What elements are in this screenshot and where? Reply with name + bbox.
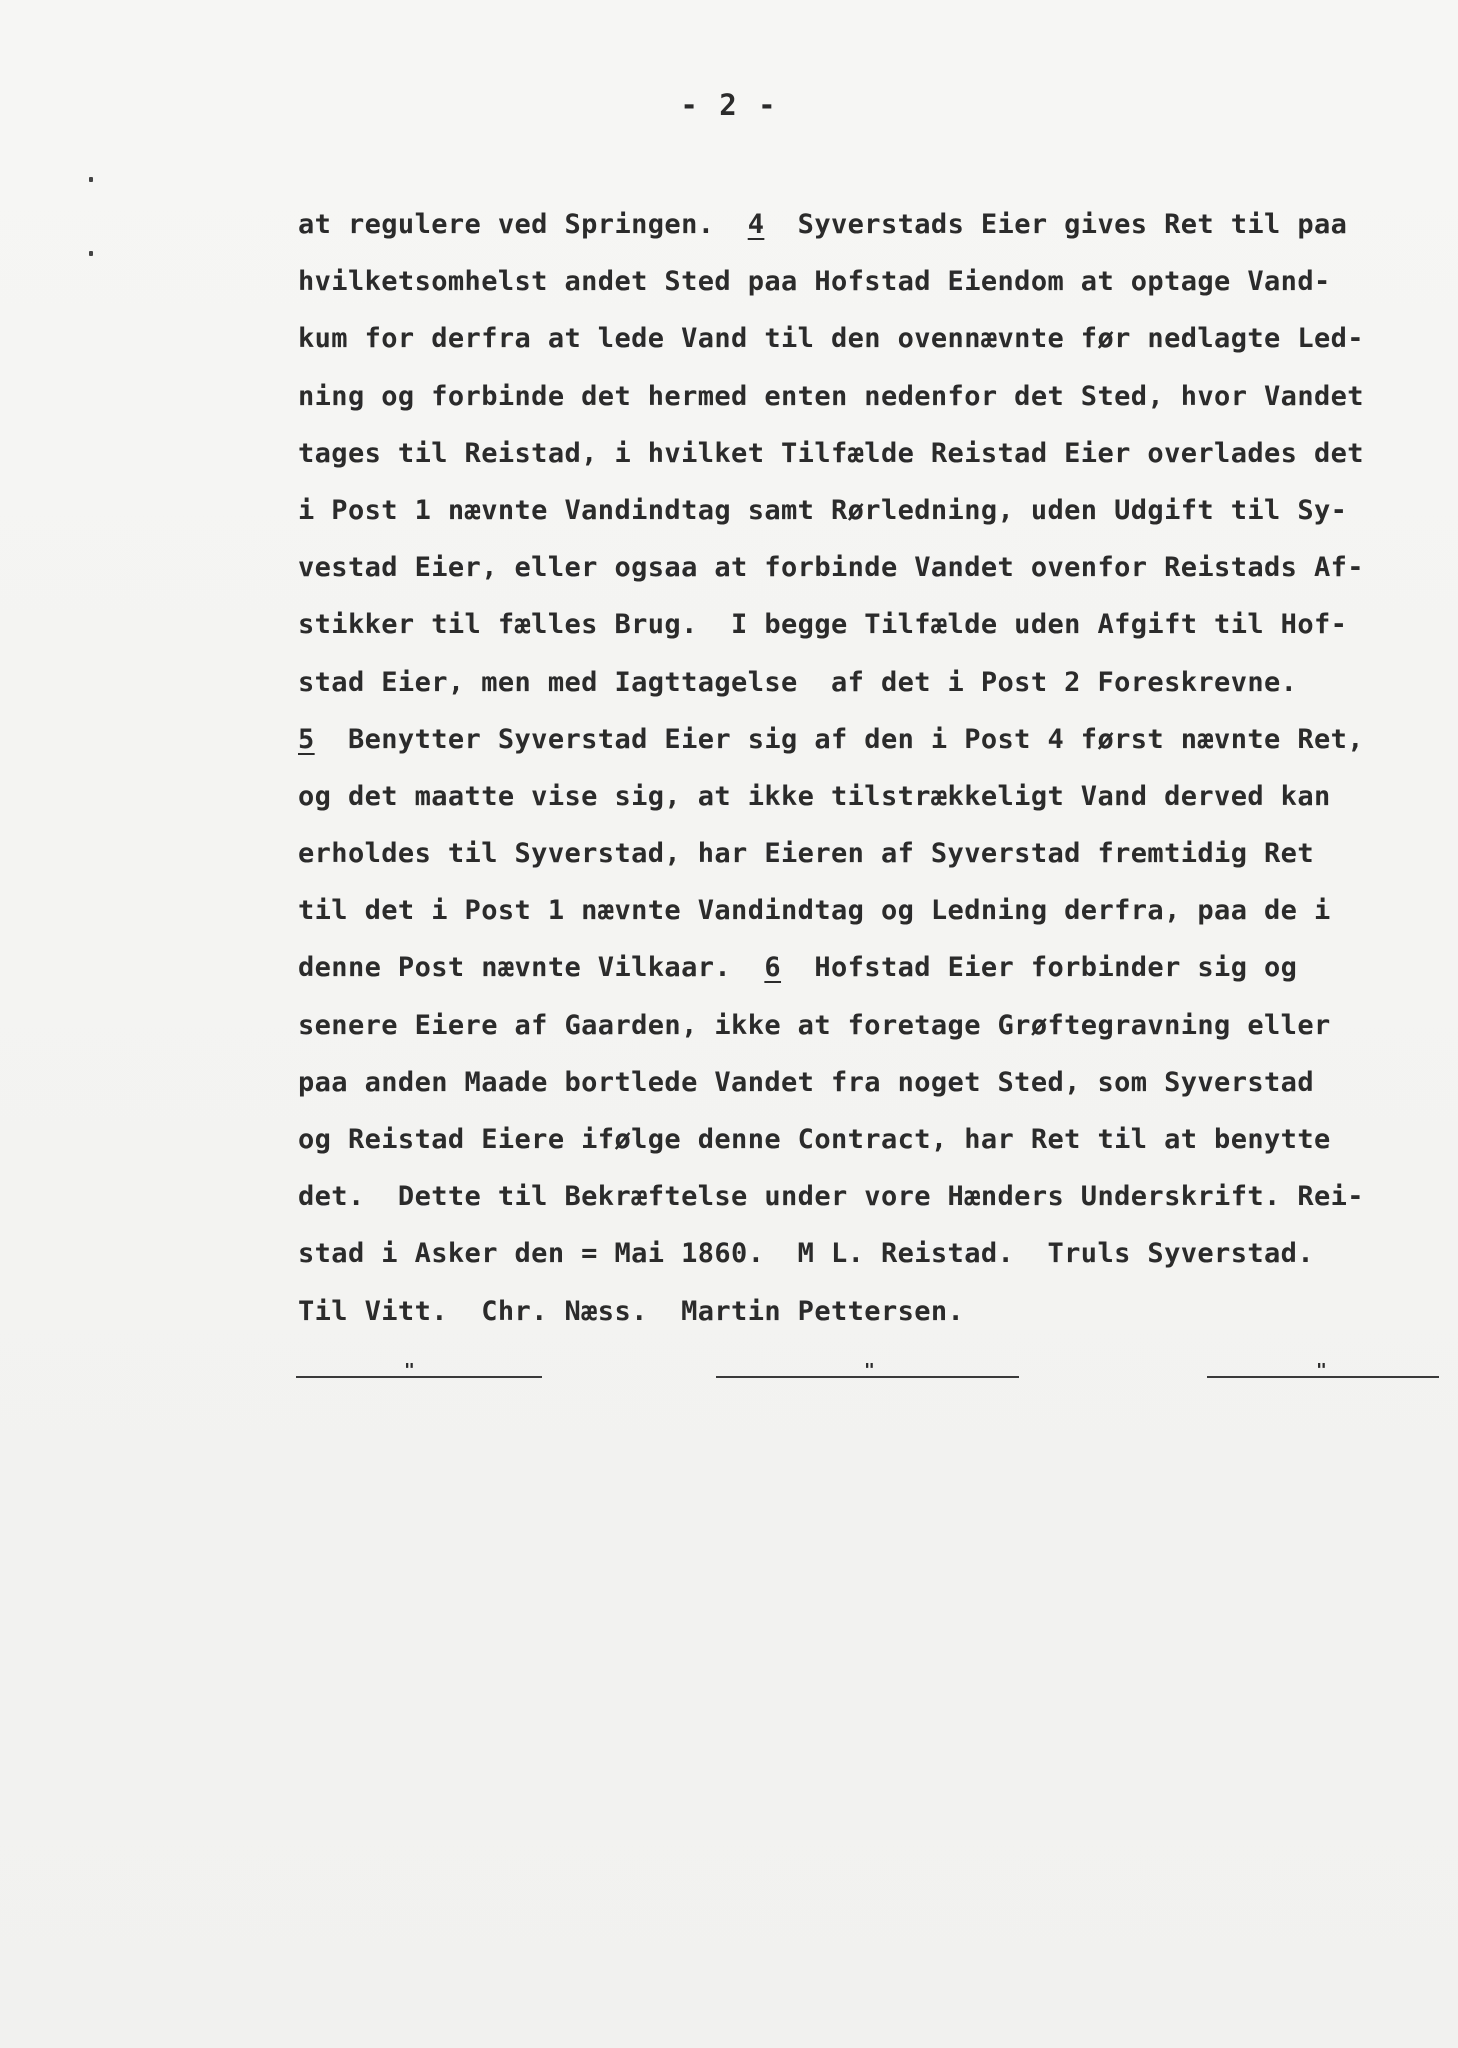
text-line: Til Vitt. Chr. Næss. Martin Pettersen. bbox=[298, 1295, 965, 1327]
section-number: 6 bbox=[764, 952, 782, 984]
text-line: til det i Post 1 nævnte Vandindtag og Ledning derfra, paa de i bbox=[298, 895, 1331, 927]
section-number: 5 bbox=[298, 723, 315, 755]
text-line: denne Post nævnte Vilkaar. 6 Hofstad Eier forbinder sig og bbox=[298, 952, 1298, 984]
separator-rule bbox=[296, 1376, 542, 1378]
text-line: i Post 1 nævnte Vandindtag samt Rørledning, uden Udgift til Sy- bbox=[298, 494, 1348, 526]
text-line: stad Eier, men med Iagttagelse af det i Post 2 Foreskrevne. bbox=[298, 666, 1298, 698]
text-line: paa anden Maade bortlede Vandet fra noget Sted, som Syverstad bbox=[298, 1066, 1314, 1098]
text-line: kum for derfra at lede Vand til den ovennævnte før nedlagte Led- bbox=[298, 323, 1364, 355]
text-line: erholdes til Syverstad, har Eieren af Syverstad fremtidig Ret bbox=[298, 838, 1314, 870]
ditto-mark: " bbox=[404, 1360, 415, 1381]
text-line: stikker til fælles Brug. I begge Tilfælde uden Afgift til Hof- bbox=[298, 609, 1348, 641]
text-line: at regulere ved Springen. 4 Syverstads Eier gives Ret til paa bbox=[298, 209, 1348, 240]
text-line: vestad Eier, eller ogsaa at forbinde Vandet ovenfor Reistads Af- bbox=[298, 552, 1364, 584]
text-line: hvilketsomhelst andet Sted paa Hofstad Eiendom at optage Vand- bbox=[298, 266, 1331, 298]
text-line: ning og forbinde det hermed enten nedenfor det Sted, hvor Vandet bbox=[298, 380, 1364, 412]
ditto-mark: " bbox=[1316, 1360, 1327, 1381]
text-line: 5 Benytter Syverstad Eier sig af den i Post 4 først nævnte Ret, bbox=[298, 723, 1364, 755]
text-line: senere Eiere af Gaarden, ikke at foretage Grøftegravning eller bbox=[298, 1009, 1331, 1041]
text-line: stad i Asker den = Mai 1860. M L. Reistad. Truls Syverstad. bbox=[298, 1238, 1314, 1270]
page-number: - 2 - bbox=[680, 88, 778, 122]
ditto-mark: " bbox=[864, 1360, 875, 1381]
margin-mark bbox=[89, 251, 93, 256]
text-line: det. Dette til Bekræftelse under vore Hænders Underskrift. Rei- bbox=[298, 1181, 1364, 1213]
margin-mark bbox=[89, 177, 93, 182]
text-line: tages til Reistad, i hvilket Tilfælde Reistad Eier overlades det bbox=[298, 437, 1364, 469]
section-number: 4 bbox=[747, 209, 765, 240]
text-line: og det maatte vise sig, at ikke tilstrækkeligt Vand derved kan bbox=[298, 780, 1331, 812]
body-text bbox=[298, 196, 1428, 1340]
text-line: og Reistad Eiere ifølge denne Contract, har Ret til at benytte bbox=[298, 1124, 1331, 1155]
